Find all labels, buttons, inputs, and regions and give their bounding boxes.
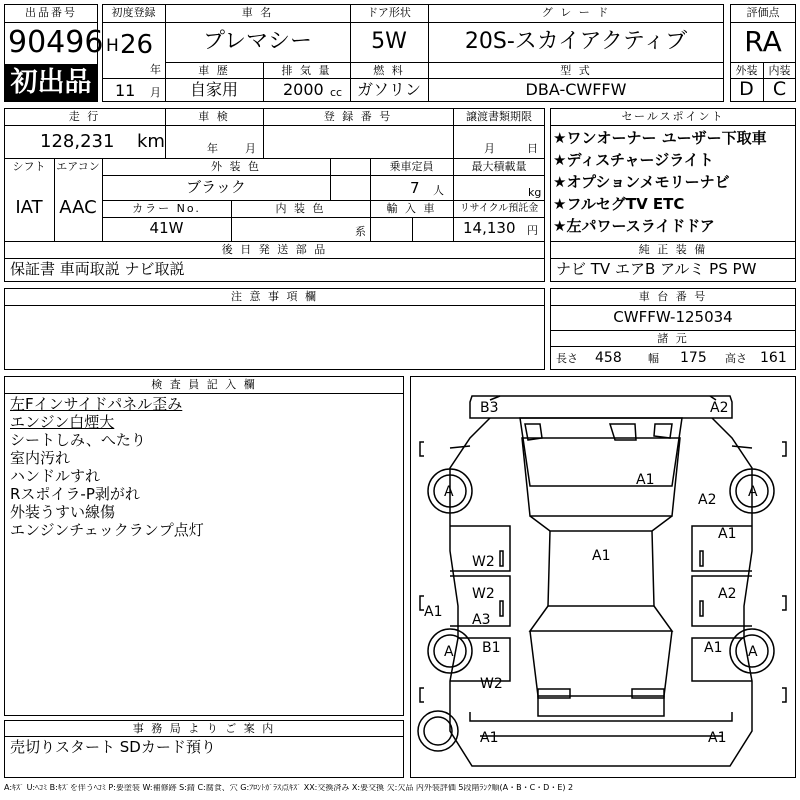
door: 5W <box>371 29 407 54</box>
sales-point: ★ワンオーナー ユーザー下取車 <box>553 129 767 147</box>
fuel-label: 燃 料 <box>373 64 405 77</box>
year-unit: 年 <box>150 63 161 76</box>
dims-label: 諸 元 <box>657 332 689 345</box>
sales-point: ★フルセグTV ETC <box>553 195 685 213</box>
color-no-label: カラー No. <box>132 202 201 215</box>
sales-point: ★オプションメモリーナビ <box>553 173 730 191</box>
later-parts: 保証書 車両取説 ナビ取説 <box>10 260 185 278</box>
inspector-line: エンジン白煙大 <box>10 413 115 431</box>
damage-mark: A <box>444 484 454 500</box>
mileage-unit: km <box>137 131 165 152</box>
displacement-label: 排 気 量 <box>281 64 332 77</box>
car-diagram <box>410 376 796 778</box>
recycle-label: リサイクル預託金 <box>459 203 539 214</box>
capacity-unit: 人 <box>433 184 444 197</box>
damage-mark: A2 <box>698 492 717 508</box>
grade: 20S-スカイアクティブ <box>464 29 688 54</box>
damage-mark: A <box>748 644 758 660</box>
inspector-line: シートしみ、へたり <box>10 431 146 449</box>
equip-label: 純 正 装 備 <box>638 243 708 256</box>
car-name: プレマシー <box>202 29 313 54</box>
inspection-year: 年 <box>207 142 218 155</box>
registration-label: 登 録 番 号 <box>323 110 393 123</box>
history: 自家用 <box>189 80 238 99</box>
capacity-label: 乗車定員 <box>389 160 434 173</box>
sales-label: セールスポイント <box>621 110 725 123</box>
width: 175 <box>680 350 707 366</box>
equip: ナビ TV エアB アルミ PS PW <box>556 260 757 278</box>
exterior-grade: D <box>739 78 754 100</box>
first-listing-badge: 初出品 <box>5 65 97 101</box>
damage-mark: B1 <box>482 640 501 656</box>
first-reg-label: 初度登録 <box>111 6 156 19</box>
color-no: 41W <box>149 219 184 237</box>
shift: IAT <box>15 197 43 218</box>
office-text: 売切りスタート SDカード預り <box>10 738 216 756</box>
score: RA <box>744 25 782 58</box>
damage-mark: A3 <box>472 612 491 628</box>
transfer-month: 月 <box>484 142 495 155</box>
inspector-line: ハンドルすれ <box>10 467 101 485</box>
damage-mark: A1 <box>718 526 737 542</box>
length: 458 <box>595 350 622 366</box>
office-label: 事 務 局 よ り ご 案 内 <box>132 722 276 735</box>
inspector-line: 外装うすい線傷 <box>10 503 116 521</box>
recycle-unit: 円 <box>527 224 538 237</box>
model: DBA-CWFFW <box>525 80 627 99</box>
lot-number: 90496 <box>8 25 104 60</box>
legend: A:ｷｽﾞ U:ﾍｺﾐ B:ｷｽﾞを伴うﾍｺﾐ P:要塗装 W:補修跡 S:錆 C:腐食、穴 G:ﾌﾛﾝﾄｶﾞﾗｽ点ｷｽﾞ XX:交換済み X:要交換 欠:欠品 内外装評価 5段階ﾗﾝｸ順(A・B・C・D・E) 2 <box>4 784 574 792</box>
damage-mark: A <box>444 644 454 660</box>
displacement-unit: cc <box>330 86 343 99</box>
damage-mark: W2 <box>472 554 495 570</box>
load-unit: kg <box>528 186 542 199</box>
transfer-day: 日 <box>527 142 538 155</box>
height: 161 <box>760 350 787 366</box>
era: H <box>106 36 119 56</box>
recycle: 14,130 <box>463 219 516 237</box>
ac-label: エアコン <box>56 160 100 173</box>
exterior-label: 外装 <box>735 64 758 77</box>
month-unit: 月 <box>150 86 161 99</box>
score-label: 評価点 <box>746 6 780 19</box>
damage-mark: W2 <box>480 676 503 692</box>
color-label: 外 装 色 <box>211 160 261 173</box>
sales-point: ★左パワースライドドア <box>553 217 715 235</box>
lot-label: 出品番号 <box>25 6 77 19</box>
model-label: 型 式 <box>560 64 592 77</box>
inspection-label: 車 検 <box>198 110 230 123</box>
length-label: 長さ <box>556 352 578 365</box>
int-color-unit: 系 <box>355 225 366 238</box>
mileage-label: 走 行 <box>68 110 101 123</box>
damage-mark: A2 <box>710 400 729 416</box>
grade-label: グ レ ー ド <box>541 6 611 19</box>
capacity: 7 <box>410 179 420 197</box>
chassis-label: 車 台 番 号 <box>638 290 708 303</box>
import-label: 輸 入 車 <box>386 202 437 215</box>
inspector-line: 室内汚れ <box>10 449 71 467</box>
first-reg-month: 11 <box>115 81 136 100</box>
damage-mark: A1 <box>480 730 499 746</box>
damage-mark: A <box>748 484 758 500</box>
width-label: 幅 <box>648 352 659 365</box>
damage-mark: A1 <box>708 730 727 746</box>
interior-label: 内装 <box>768 64 791 77</box>
inspector-label: 検 査 員 記 入 欄 <box>151 378 257 391</box>
damage-mark: A1 <box>424 604 443 620</box>
ac: AAC <box>59 197 97 218</box>
chassis: CWFFW-125034 <box>613 308 733 326</box>
first-reg-year: 26 <box>120 30 154 60</box>
fuel: ガソリン <box>356 80 421 99</box>
mileage: 128,231 <box>40 131 115 152</box>
damage-mark: A1 <box>636 472 655 488</box>
color: ブラック <box>186 178 246 196</box>
transfer-label: 譲渡書類期限 <box>466 110 532 123</box>
damage-mark: A2 <box>718 586 737 602</box>
load-label: 最大積載量 <box>471 160 527 173</box>
later-parts-label: 後 日 発 送 部 品 <box>221 243 328 256</box>
car-name-label: 車 名 <box>241 6 274 19</box>
inspector-line: 左Fインサイドパネル歪み <box>10 395 183 413</box>
sales-point: ★ディスチャージライト <box>553 151 714 169</box>
height-label: 高さ <box>725 352 747 365</box>
int-color-label: 内 装 色 <box>275 202 326 215</box>
history-label: 車 歴 <box>198 64 230 77</box>
interior-grade: C <box>772 78 787 100</box>
caution-label: 注 意 事 項 欄 <box>231 290 318 303</box>
inspector-line: エンジンチェックランプ点灯 <box>10 521 204 539</box>
inspection-month: 月 <box>245 142 256 155</box>
damage-mark: A1 <box>704 640 723 656</box>
car-outline <box>418 396 786 766</box>
door-label: ドア形状 <box>367 6 411 19</box>
damage-mark: W2 <box>472 586 495 602</box>
shift-label: シフト <box>12 160 46 173</box>
inspector-line: Rスポイラ-P剥がれ <box>10 485 140 503</box>
damage-mark: A1 <box>592 548 611 564</box>
damage-mark: B3 <box>480 400 499 416</box>
displacement: 2000 <box>283 80 324 99</box>
